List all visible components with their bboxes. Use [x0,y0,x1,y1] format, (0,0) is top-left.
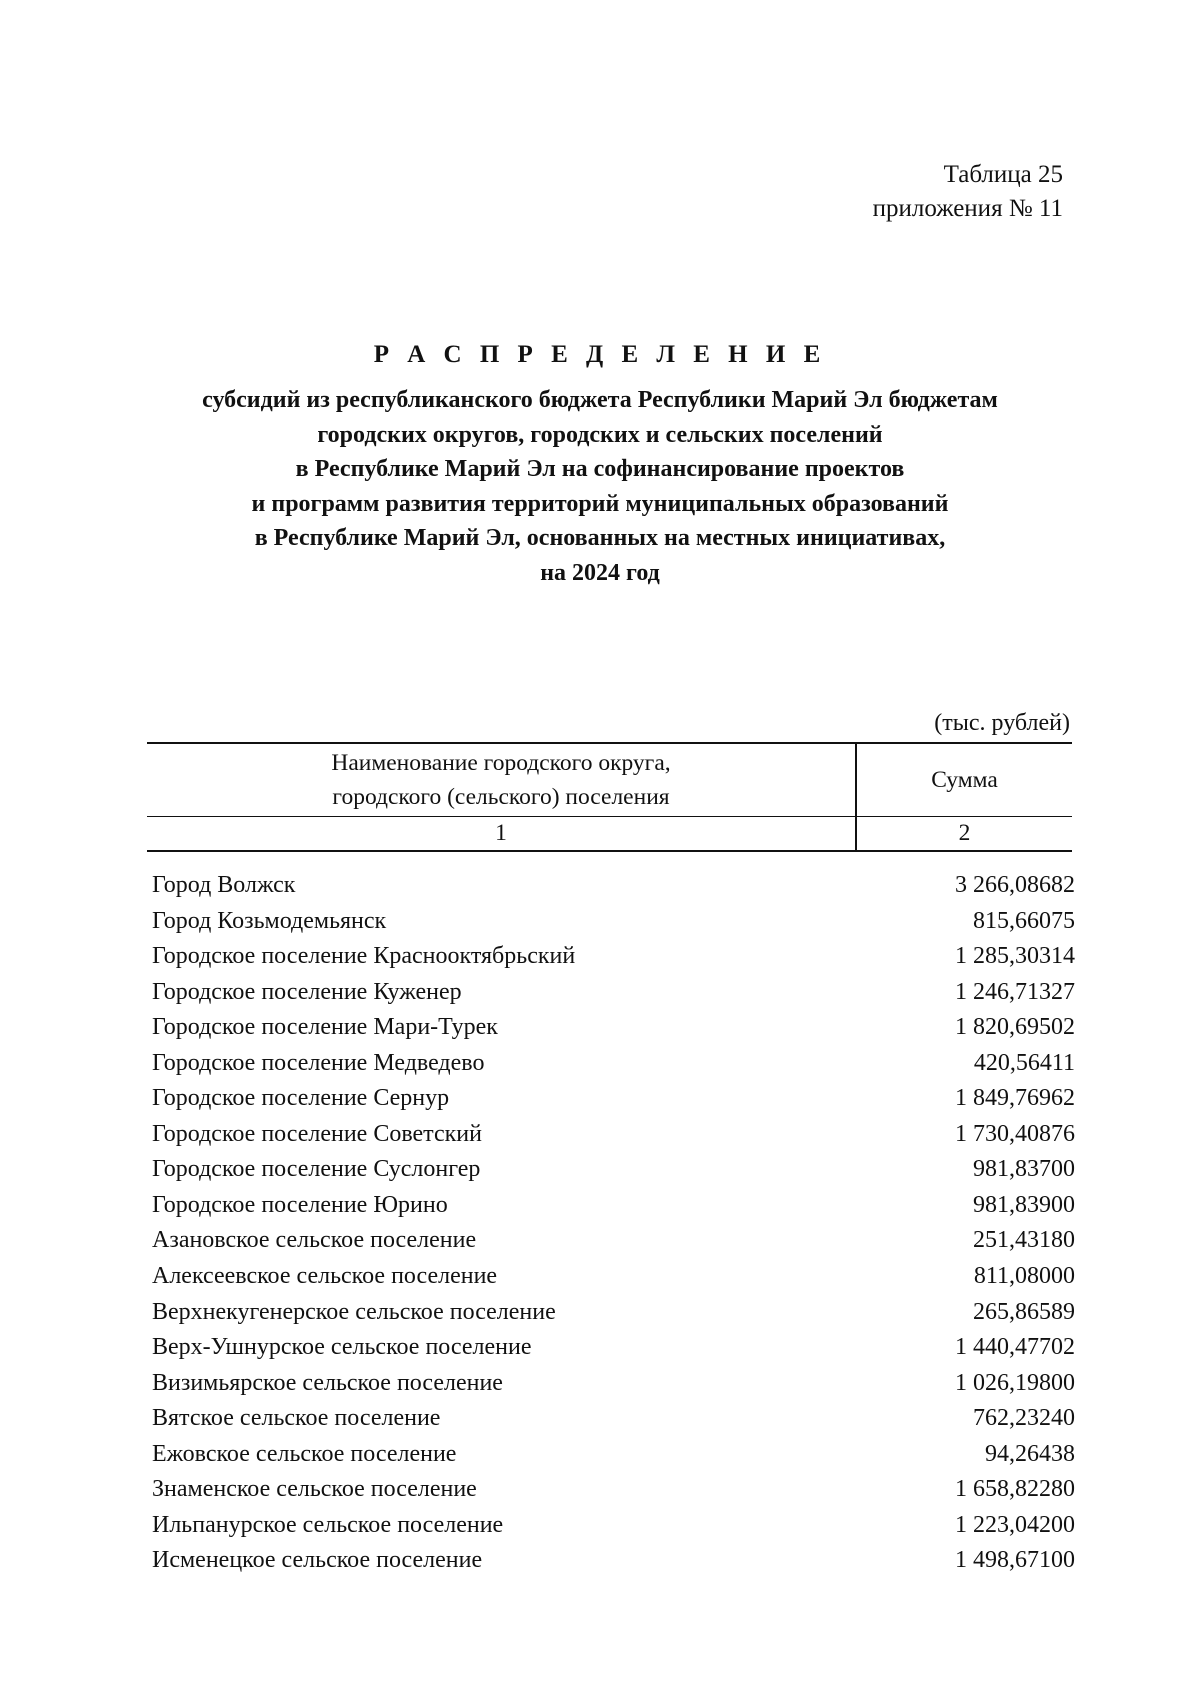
row-amount: 265,86589 [973,1298,1075,1325]
table-row [152,1010,1077,1046]
subtitle-line: в Республике Марий Эл, основанных на местных инициативах, [254,525,946,551]
subtitle-line: и программ развития территорий муниципальных образований [251,490,949,517]
row-amount: 1 246,71327 [955,978,1075,1005]
table-row [152,1081,1077,1117]
row-name: Ильпанурское сельское поселение [152,1511,504,1538]
table-row [152,1046,1077,1082]
header-number-row [147,817,1072,850]
table-body [152,868,1077,1579]
header-amount-column: Сумма [931,766,998,793]
row-amount: 1 223,04200 [955,1511,1075,1538]
header-row [147,744,1072,817]
table-row [152,868,1077,904]
row-name: Азановское сельское поселение [152,1227,477,1254]
row-name: Верхнекугенерское сельское поселение [152,1298,556,1325]
table-row [152,1117,1077,1153]
row-name: Вятское сельское поселение [152,1405,441,1432]
table-row [152,1295,1077,1331]
subtitle-line: субсидий из республиканского бюджета Республики Марий Эл бюджетам [202,387,998,413]
header-name-line: городского (сельского) поселения [332,784,670,810]
row-name: Визимьярское сельское поселение [152,1369,503,1396]
row-amount: 1 285,30314 [955,943,1075,970]
table-row [152,904,1077,940]
header-name-column [147,744,857,816]
row-amount: 1 440,47702 [955,1334,1075,1361]
row-name: Городское поселение Куженер [152,978,462,1005]
row-amount: 3 266,08682 [955,872,1075,898]
document-subtitle [100,383,1100,590]
row-name: Городское поселение Краснооктябрьский [152,943,576,970]
row-amount: 1 658,82280 [955,1476,1075,1503]
table-number: Таблица 25 [943,161,1063,188]
table-row [152,1472,1077,1508]
table-header [147,742,1072,852]
row-name: Знаменское сельское поселение [152,1476,477,1503]
row-amount: 420,56411 [973,1049,1075,1076]
row-name: Городское поселение Советский [152,1120,482,1147]
units-label: (тыс. рублей) [934,710,1070,736]
row-amount: 1 498,67100 [955,1547,1075,1574]
row-amount: 1 026,19800 [955,1369,1075,1396]
row-name: Городское поселение Медведево [152,1049,485,1076]
table-row [152,1543,1077,1579]
row-name: Городское поселение Суслонгер [152,1156,481,1183]
appendix-number: приложения № 11 [872,195,1063,222]
table-row [152,1401,1077,1437]
row-amount: 1 849,76962 [955,1085,1075,1112]
row-amount: 981,83700 [973,1156,1075,1183]
row-amount: 1 820,69502 [955,1014,1075,1041]
table-row [152,1152,1077,1188]
subtitle-line: в Республике Марий Эл на софинансирование проектов [295,456,905,482]
row-amount: 762,23240 [973,1405,1075,1432]
table-row [152,1188,1077,1224]
document-title: Р А С П Р Е Д Е Л Е Н И Е [373,341,827,368]
row-name: Исменецкое сельское поселение [152,1547,483,1574]
row-name: Городское поселение Мари-Турек [152,1014,498,1041]
row-name: Алексеевское сельское поселение [152,1263,498,1290]
row-amount: 1 730,40876 [955,1120,1075,1147]
table-row [152,1223,1077,1259]
table-row [152,1366,1077,1402]
row-amount: 815,66075 [973,907,1075,934]
table-row [152,1437,1077,1473]
table-row [152,1330,1077,1366]
column-number-1: 1 [147,817,857,850]
subtitle-line: городских округов, городских и сельских поселений [317,421,883,448]
row-name: Городское поселение Сернур [152,1085,450,1112]
row-amount: 94,26438 [985,1440,1075,1467]
table-row [152,939,1077,975]
table-reference [873,158,1063,226]
row-name: Ежовское сельское поселение [152,1440,457,1467]
row-name: Город Козьмодемьянск [152,907,387,934]
subtitle-line: на 2024 год [540,559,660,586]
header-name-line: Наименование городского округа, [331,750,671,776]
table-row [152,1259,1077,1295]
row-name: Верх-Ушнурское сельское поселение [152,1334,532,1361]
column-number-2: 2 [958,820,971,846]
table-row [152,1508,1077,1544]
row-amount: 811,08000 [973,1263,1075,1290]
row-amount: 981,83900 [973,1191,1075,1218]
row-name: Город Волжск [152,872,296,898]
row-amount: 251,43180 [973,1227,1075,1254]
table-row [152,975,1077,1011]
row-name: Городское поселение Юрино [152,1191,448,1218]
